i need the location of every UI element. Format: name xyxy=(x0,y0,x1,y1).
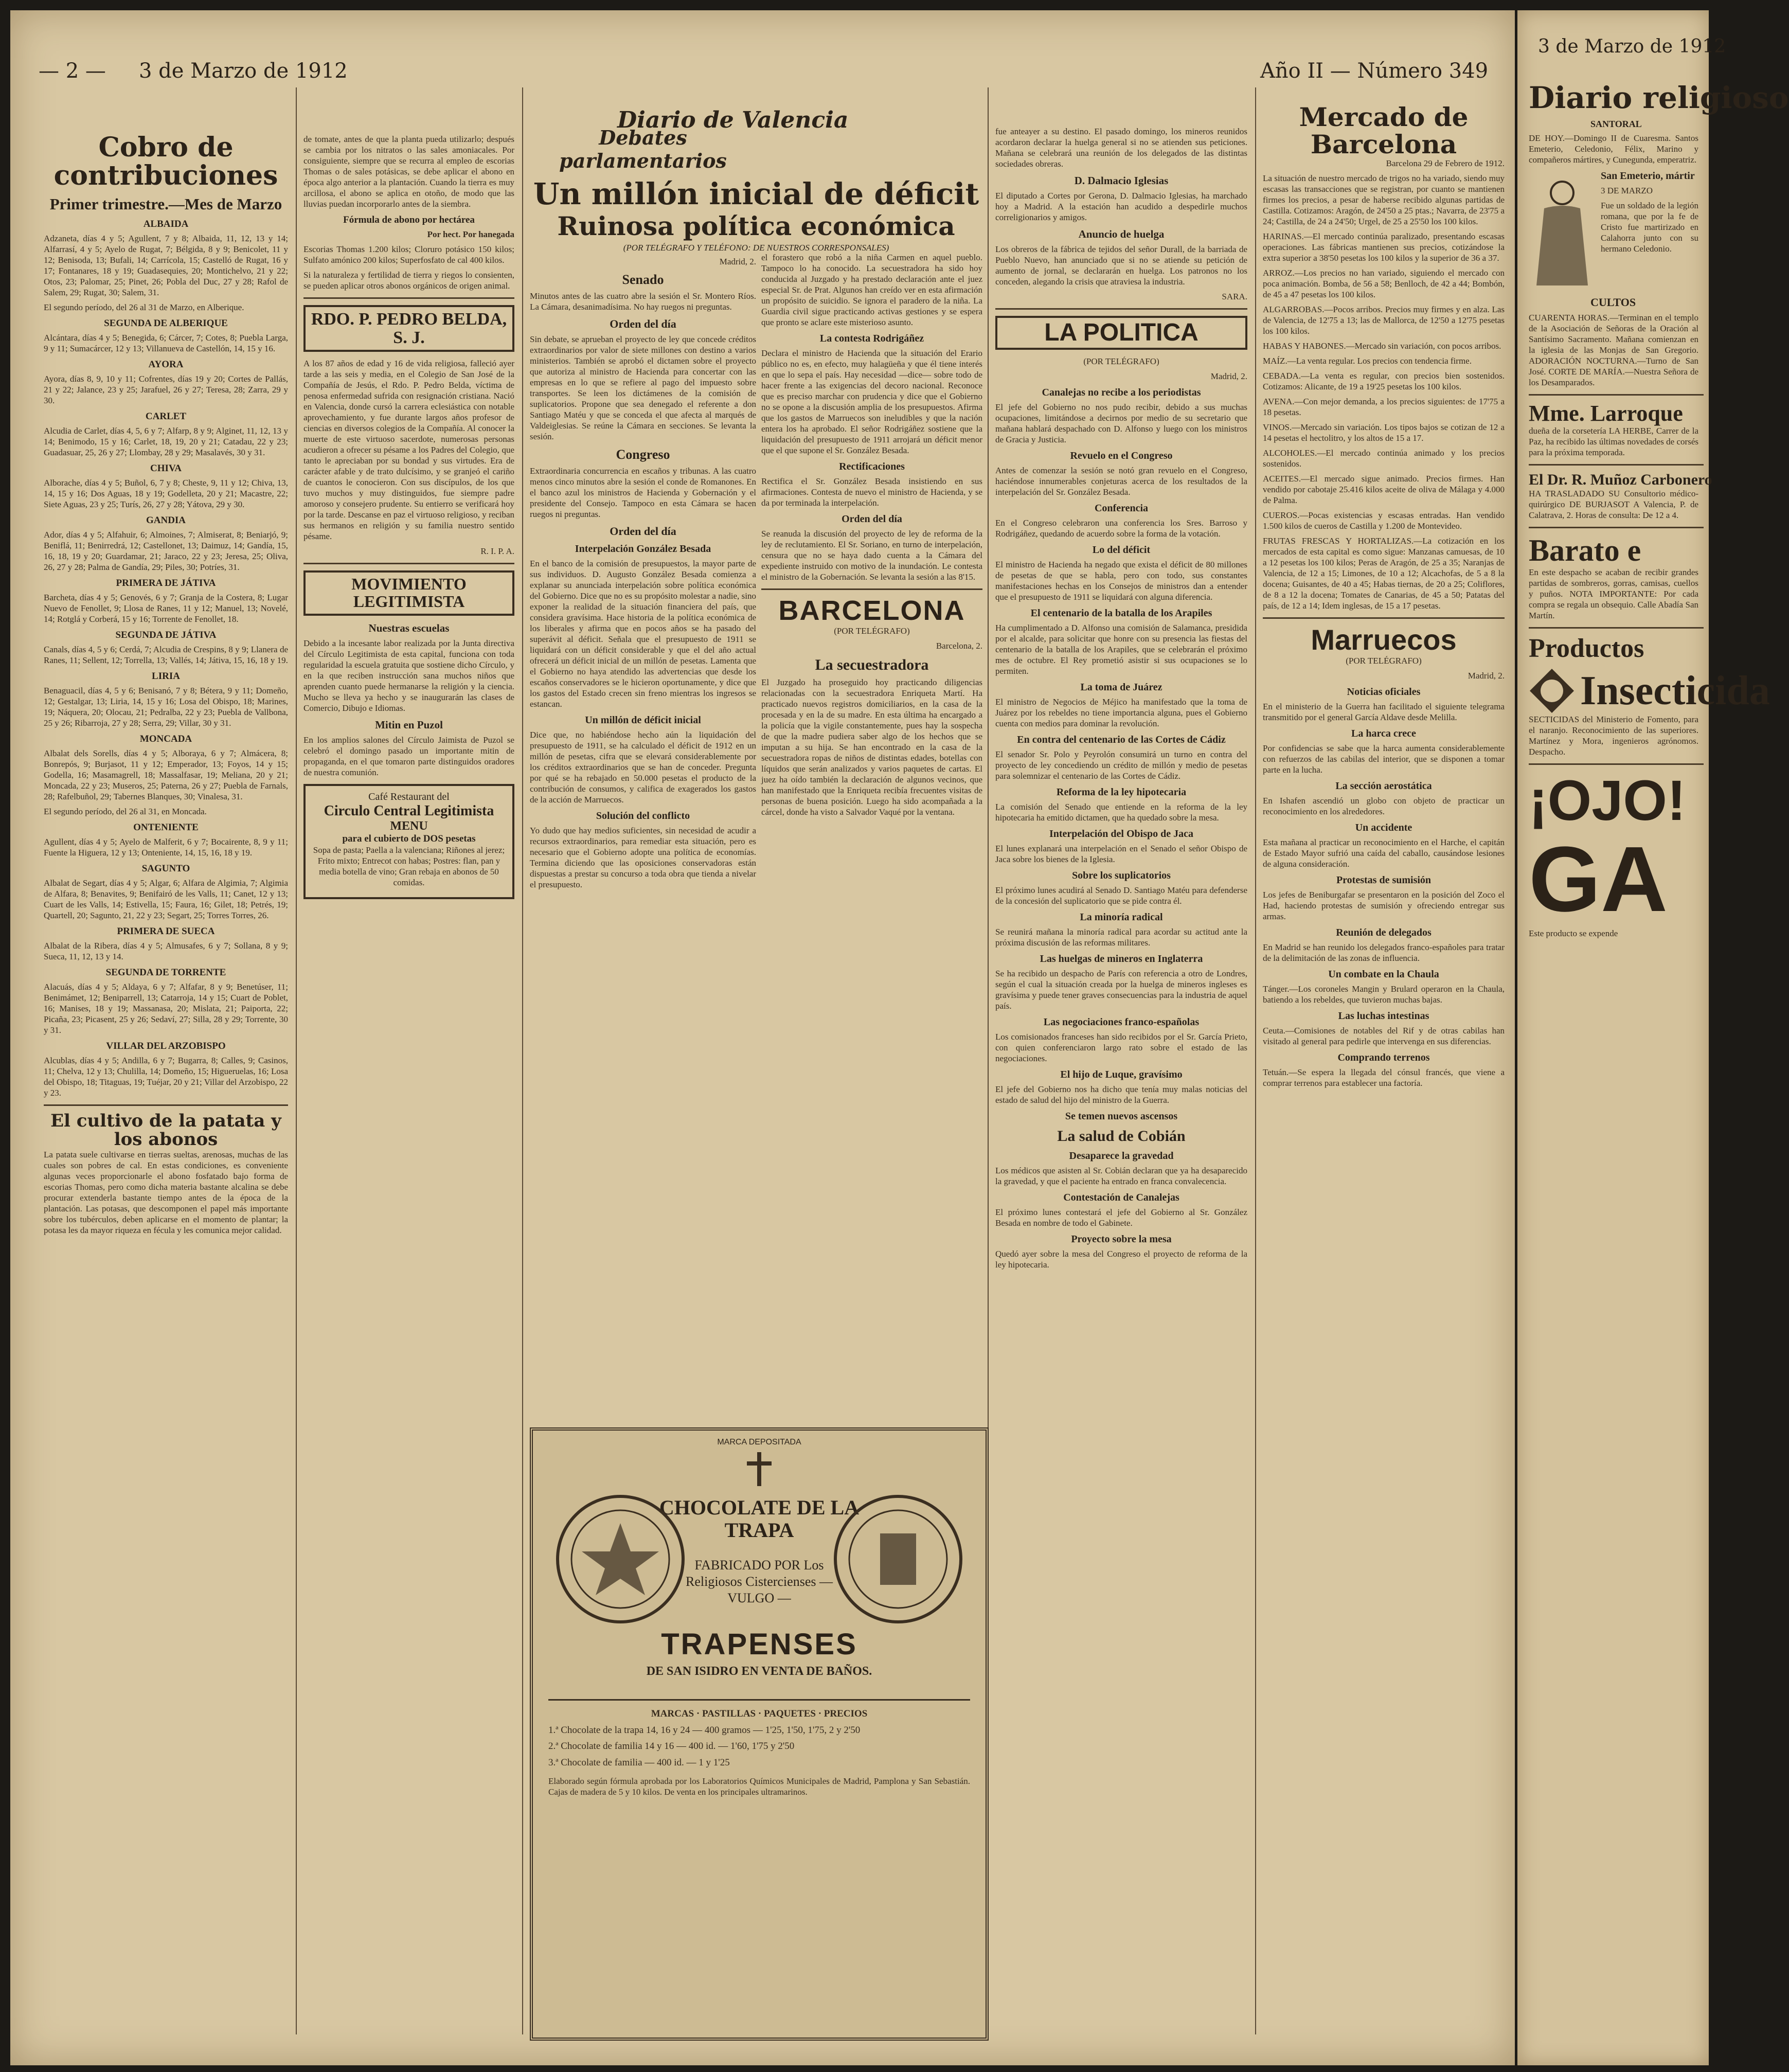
page-date: 3 de Marzo de 1912 xyxy=(139,59,348,83)
subheading: San Emeterio, mártir xyxy=(1601,170,1695,182)
section-heading: GANDIA xyxy=(146,515,186,526)
paragraph: En el Congreso celebraron una conferencia los Sres. Barroso y Rodrigáñez, quedando de acuerdo sobre la forma de la votación. xyxy=(995,518,1247,539)
subheading: La toma de Juárez xyxy=(1080,682,1162,693)
paragraph: Barcheta, días 4 y 5; Genovés, 6 y 7; Granja de la Costera, 8; Lugar Nuevo de Fenollet, 9; Llosa de Ranes, 11 y 12; Manuel, 13; Novelé, 14; Rotglá y Corberá, 15 y 16; Torrente de Fenollet, 18. xyxy=(44,593,288,624)
paragraph: Benaguacil, días 4, 5 y 6; Benisanó, 7 y 8; Bétera, 9 y 11; Domeño, 12; Gestalgar, 13; Liria, 14, 15 y 16; Losa del Obispo, 18; Marines, 19; Náquera, 20; Olocau, 21; Pedralba, 22 y 23; Puebla de Vallbona, 25 y 26; Ribarroja, 27 y 28; Serra, 29; Villar, 30 y 31. xyxy=(44,686,288,728)
ad-larroque-title: Mme. Larroque xyxy=(1529,400,1683,426)
cross-emblem-icon xyxy=(744,1451,775,1487)
cafe-name: Circulo Central Legitimista xyxy=(324,802,494,819)
paragraph: ACEITES.—El mercado sigue animado. Precios firmes. Han vendido por cabotaje 25.416 kilos aceite de oliva de Málaga y 4.000 de Palma. xyxy=(1263,474,1505,505)
paragraph: Yo dudo que hay medios suficientes, sin necesidad de acudir a recursos extraordinarios, para remediar esta situación, pero es necesario que el Gobierno adopte una política de economías. Termina diciendo que las oposiciones conservadoras están dispuestas a prestar su concurso a toda obra que tienda a nivelar el presupuesto. xyxy=(530,826,756,890)
subheading: Conferencia xyxy=(1094,503,1149,514)
subheading: Orden del día xyxy=(842,513,902,525)
paragraph: El jefe del Gobierno nos ha dicho que tenía muy malas noticias del estado de salud del hijo del ministro de la Guerra. xyxy=(995,1084,1247,1105)
headline-ruinosa: Ruinosa política económica xyxy=(557,210,955,241)
obituary-signature: R. I. P. A. xyxy=(480,546,514,557)
paragraph: HA TRASLADADO SU Consultorio médico-quirúrgico DE BURJASOT A Valencia, P. de Calatrava, 2. Horas de consulta: De 12 a 4. xyxy=(1529,488,1698,520)
section-heading: ONTENIENTE xyxy=(133,822,199,833)
subheading: Contestación de Canalejas xyxy=(1063,1192,1179,1204)
paragraph: Rectifica el Sr. González Besada insistiendo en sus afirmaciones. Contesta de nuevo el ministro de Hacienda, y se da por terminada la interpelación. xyxy=(761,476,982,508)
religioso-title: Diario religioso xyxy=(1529,80,1789,115)
paragraph: Alcublas, días 4 y 5; Andilla, 6 y 7; Bugarra, 8; Calles, 9; Casinos, 11; Chelva, 12 y 13; Chulilla, 14; Domeño, 15; Higueruelas, 16; Losa del Obispo, 18; Titaguas, 19; Tuéjar, 20 y 21; Villar del Arzobispo, 22 y 23. xyxy=(44,1056,288,1098)
ad-maker: FABRICADO POR Los Religiosos Cistercienses — VULGO — xyxy=(686,1558,833,1605)
paragraph: El senador Sr. Polo y Peyrolón consumirá un turno en contra del proyecto de ley concediendo un crédito de millón y medio de pesetas para solemnizar el centenario de las Cortes de Cádiz. xyxy=(995,749,1247,781)
paragraph: Extraordinaria concurrencia en escaños y tribunas. A las cuatro menos cinco minutos abre la sesión el conde de Romanones. En el banco azul los ministros de Hacienda y Gobernación y el presidente del Consejo. Tampoco en esta Cámara se hacen ruegos ni preguntas. xyxy=(530,466,756,520)
column-contribuciones xyxy=(44,134,288,2045)
paragraph: Sin debate, se aprueban el proyecto de ley que concede créditos extraordinarios por valor de siete millones con destino a varios ministerios. También se aprobó el dictamen sobre el proyecto que autoriza al ministro de Hacienda para concertar con las empresas en lo que se refiere al pago del impuesto sobre transportes. Se leen los dictámenes de la comisión de suplicatorios. Propone que sea denegado el referente a don Santiago Matéu y que se conceda el que afecta al marqués de Valdeiglesias. Se reúne la Cámara en secciones. Se levanta la sesión. xyxy=(530,334,756,442)
next-page-date: 3 de Marzo de 1912 xyxy=(1538,36,1726,57)
ad-trapenses: TRAPENSES xyxy=(661,1628,857,1661)
paragraph: Agullent, días 4 y 5; Ayelo de Malferit, 6 y 7; Bocairente, 8, 9 y 11; Fuente la Higuera, 12 y 13; Onteniente, 14, 15, 16, 18 y 19. xyxy=(44,837,288,858)
issue-number: Año II — Número 349 xyxy=(1260,59,1489,83)
section-heading: PRIMERA DE JÁTIVA xyxy=(116,578,216,589)
ad-trademark: MARCA DEPOSITADA xyxy=(717,1438,801,1446)
cafe-items: Sopa de pasta; Paella a la valenciana; Riñones al jerez; Frito mixto; Entrecot con habas; Postres: flan, pan y media botella de vino; Gran rebaja en abonos de 50 comidas. xyxy=(313,845,505,887)
paragraph: SECTICIDAS del Ministerio de Fomento, para el naranjo. Reconocimiento de las superiores. Martínez y Mora, ingenieros agrónomos. Despacho. xyxy=(1529,715,1698,757)
paragraph: En Madrid se han reunido los delegados franco-españoles para tratar de la delimitación de las zonas de influencia. xyxy=(1263,942,1505,963)
paragraph: En el banco de la comisión de presupuestos, la mayor parte de sus individuos. D. Augusto González Besada comienza a explanar su anunciada interpelación sobre política económica del Gobierno. Dice que no es su propósito molestar a nadie, sino exponer la realidad de la situación financiera del país, que considera gravísima. Hace historia de la política económica de los liberales y afirma que en pocos años se ha pasado del superávit al déficit. Señala que el presupuesto de 1911 se liquidará con un déficit considerable y que el del año actual ofrecerá un déficit inicial de un millón de pesetas. Lamenta que el Gobierno no haya atendido las advertencias que desde los escaños conservadores se le hicieron oportunamente, y dice que los gastos del Estado crecen sin freno mientras los ingresos se estancan. xyxy=(530,559,756,709)
paragraph: Tetuán.—Se espera la llegada del cónsul francés, que viene a comprar terrenos para establecer una factoría. xyxy=(1263,1067,1505,1088)
dateline: Barcelona, 2. xyxy=(936,640,982,651)
paragraph: La comisión del Senado que entiende en la reforma de la ley hipotecaria ha emitido dictamen, que ha quedado sobre la mesa. xyxy=(995,802,1247,823)
paragraph: Se ha recibido un despacho de París con referencia a otro de Londres, según el cual la situación creada por la huelga de mineros ingleses es gravísima y puede tener graves consecuencias para la industria de aquel país. xyxy=(995,969,1247,1011)
subheading: Mitin en Puzol xyxy=(375,718,443,731)
paragraph: fue anteayer a su destino. El pasado domingo, los mineros reunidos acordaron declarar la huelga general si no se atienden sus peticiones. Mañana se celebrará una reunión de los delegados de las distintas sociedades obreras. xyxy=(995,127,1247,169)
paragraph: Albalat de la Ribera, días 4 y 5; Almusafes, 6 y 7; Sollana, 8 y 9; Sueca, 11, 12, 13 y 14. xyxy=(44,941,288,962)
paragraph: Se reunirá mañana la minoría radical para acordar su actitud ante la próxima discusión de las reformas militares. xyxy=(995,927,1247,948)
subheading: Anuncio de huelga xyxy=(1078,228,1165,240)
paragraph: Este producto se expende xyxy=(1529,928,1618,938)
paragraph: MAÍZ.—La venta regular. Los precios con tendencia firme. xyxy=(1263,356,1472,366)
section-heading: CARLET xyxy=(145,411,187,422)
paragraph: El Juzgado ha proseguido hoy practicando diligencias relacionadas con la secuestradora Enriqueta Martí. Ha practicado nuevos registros domiciliarios, en la casa de la procesada y en la de su madre. En esta última ha encargado a la policía que la vigile constantemente, pues hay la sospecha de que la madre pudiera saber algo de los hechos que se imputan a su hija. Se han encontrado en la casa de la secuestradora ropas de niños de distintas edades, botellas con líquidos que serán analizados y varios paquetes de cartas. El juez ha oído también la declaración de algunos vecinos, que han manifestado que la Enriqueta recibía frecuentes visitas de personas de buena posición. Luego ha sido acompañada a la cárcel, donde ha visto a Salvador Vaqué por la ventana. xyxy=(761,677,982,817)
section-heading: SEGUNDA DE ALBERIQUE xyxy=(104,318,228,329)
column-politica xyxy=(995,126,1247,2045)
saint-figure-icon xyxy=(1529,172,1596,291)
paragraph: Por confidencias se sabe que la harca aumenta considerablemente con refuerzos de las cabilas del interior, que se disponen a tomar parte en la lucha. xyxy=(1263,743,1505,775)
paragraph: Declara el ministro de Hacienda que la situación del Erario público no es, en efecto, muy halagüeña y que él tiene interés en que lo sepa el país. Hay necesidad —dice— sobre todo de hacer frente a las exigencias del decoro nacional. Reconoce que es preciso marchar con prudencia y dice que el Gobierno no se opone a la discusión amplia de los presupuestos. Afirma que los gastos de Marruecos son ineludibles y que la nación entera los ha aprobado. El señor Rodrigáñez sostiene que la liquidación del presupuesto de 1911 arrojará un déficit menor que el que supone el Sr. González Besada. xyxy=(761,348,982,455)
dateline: Madrid, 2. xyxy=(719,257,756,267)
paragraph: CEBADA.—La venta es regular, con precios bien sostenidos. Cotizamos: Alicante, de 19 a 19'25 pesetas los 100 kilos. xyxy=(1263,371,1505,391)
section-heading: SEGUNDA DE TORRENTE xyxy=(105,967,226,978)
subheading: Un millón de déficit inicial xyxy=(585,715,701,726)
legitimista-box xyxy=(303,570,514,615)
paragraph: Ador, días 4 y 5; Alfahuir, 6; Almoines, 7; Almiserat, 8; Beniarjó, 9; Beniflá, 11; Benirredrá, 12; Castellonet, 13; Daimuz, 14; Gandía, 15, 16, 18, 19 y 20; Guardamar, 21; Jaraco, 22 y 23; Jeresa, 25; Oliva, 26, 27 y 28; Palma de Gandía, 29; Piles, 30; Potríes, 31. xyxy=(44,530,288,573)
subheading: Comprando terrenos xyxy=(1337,1051,1430,1063)
ad-table-row: 2.ª Chocolate de familia 14 y 16 — 400 id. — 1'60, 1'75 y 2'50 xyxy=(548,1741,795,1752)
seal-left-icon xyxy=(553,1492,687,1626)
subheading: CULTOS xyxy=(1590,295,1636,309)
paragraph: Albalat de Segart, días 4 y 5; Algar, 6; Alfara de Algimia, 7; Algimia de Alfara, 8; Benavites, 9; Benifairó de les Valls, 11; Canet, 12 y 13; Cuart de les Valls, 14; Estivella, 15; Faura, 16; Gilet, 18; Petrés, 19; Quartell, 20; Sagunto, 21, 22 y 23; Segart, 25; Torres Torres, 26. xyxy=(44,878,288,921)
kicker: Debates parlamentarios xyxy=(559,126,727,172)
paragraph: En los amplios salones del Círculo Jaimista de Puzol se celebró el domingo pasado un importante mitin de propaganda, en el que tomaron parte distinguidos oradores de nuestra comunión. xyxy=(303,735,514,777)
byline: (POR TELÉGRAFO) xyxy=(1346,655,1422,666)
column-religioso xyxy=(1529,80,1789,2045)
section-heading: MONCADA xyxy=(139,734,192,745)
seal-right-icon xyxy=(831,1492,965,1626)
column-barcelona xyxy=(761,252,982,1420)
paragraph: En este despacho se acaban de recibir grandes partidas de sombreros, gorras, camisas, cuellos y puños. NOTA IMPORTANTE: Por cada compra se regala un obsequio. Calle Abadía San Martín. xyxy=(1529,567,1698,620)
paragraph: Esta mañana al practicar un reconocimiento en el Harche, el capitán de Estado Mayor sufrió una caída del caballo, causándose lesiones de alguna consideración. xyxy=(1263,837,1505,869)
subheading: Las luchas intestinas xyxy=(1338,1010,1429,1022)
paragraph: ARROZ.—Los precios no han variado, siguiendo el mercado con poca animación. Bomba, de 56 a 58; Benlloch, de 42 a 44; Bombón, de 45 a 47 pesetas los 100 kilos. xyxy=(1263,268,1505,299)
paragraph: ALCOHOLES.—El mercado continúa animado y los precios sostenidos. xyxy=(1263,448,1505,469)
paragraph: Los obreros de la fábrica de tejidos del señor Durall, de la barriada de Pueblo Nuevo, han anunciado que si no se atiende su petición de aumento de jornal, se declararán en huelga. Los patronos no los conceden, alegando la crisis que atraviesa la industria. xyxy=(995,244,1247,287)
paragraph: Alcudia de Carlet, días 4, 5, 6 y 7; Alfarp, 8 y 9; Alginet, 11, 12, 13 y 14; Benimodo, 15 y 16; Carlet, 18, 19, 20 y 21; Catadau, 22 y 23; Guadasuar, 25, 26 y 27; Llombay, 28 y 29; Masalavés, 30 y 31. xyxy=(44,426,288,458)
subheading: Nuestras escuelas xyxy=(368,621,450,634)
table-title: Fórmula de abono por hectárea xyxy=(343,215,475,225)
subheading: Desaparece la gravedad xyxy=(1069,1150,1174,1162)
dateline: 3 DE MARZO xyxy=(1601,185,1653,195)
column-mercado-marruecos xyxy=(1263,98,1505,2045)
cafe-menu: MENU xyxy=(390,819,428,833)
subheading: Noticias oficiales xyxy=(1347,686,1421,698)
paragraph: Ayora, días 8, 9, 10 y 11; Cofrentes, días 19 y 20; Cortes de Pallás, 21 y 22; Jalance, 23 y 25; Jarafuel, 26 y 27; Teresa, 28; Zarra, 29 y 30. xyxy=(44,374,288,406)
paragraph: El diputado a Cortes por Gerona, D. Dalmacio Iglesias, ha marchado hoy a Madrid. A la estación han acudido a despedirle muchos correligionarios y amigos. xyxy=(995,191,1247,222)
paragraph: El lunes explanará una interpelación en el Senado el señor Obispo de Jaca sobre los bienes de la Iglesia. xyxy=(995,844,1247,865)
subheading: Congreso xyxy=(616,447,670,462)
section-heading: SEGUNDA DE JÁTIVA xyxy=(115,630,217,641)
ad-table-row: 3.ª Chocolate de familia — 400 id. — 1 y 1'25 xyxy=(548,1757,730,1768)
paragraph: Minutos antes de las cuatro abre la sesión el Sr. Montero Ríos. La Cámara, desanimadísima. No hay ruegos ni preguntas. xyxy=(530,291,756,312)
dateline: Madrid, 2. xyxy=(1468,670,1505,681)
paragraph: Los médicos que asisten al Sr. Cobián declaran que ya ha desaparecido la gravedad, y que el paciente ha entrado en franca convalecencia. xyxy=(995,1166,1247,1187)
ad-ojo-title: ¡OJO! xyxy=(1529,769,1686,833)
ad-location: DE SAN ISIDRO EN VENTA DE BAÑOS. xyxy=(646,1665,872,1678)
paragraph: ALGARROBAS.—Pocos arribos. Precios muy firmes y en alza. Las de Valencia, de 12'75 a 13; las de Mallorca, de 12'50 a 12'75 pesetas los 100 kilos. xyxy=(1263,305,1505,336)
contribuciones-title: Cobro de contribuciones xyxy=(53,132,278,191)
paragraph: Tánger.—Los coroneles Mangin y Brulard operaron en la Chaula, batiendo a los rebeldes, que tuvieron muchas bajas. xyxy=(1263,984,1505,1005)
paragraph: de tomate, antes de que la planta pueda utilizarlo; después se cambia por los nitratos o las sales amoniacales. Por consiguiente, siempre que se recurra al empleo de escorias Thomas o de sales potásicas, se debe aplicar el abono en época algo anterior a la plantación. Cuando la tierra es muy arcillosa, el abono se aplica en otoño, de modo que las lluvias puedan incorporarlo antes de la siembra. xyxy=(303,134,514,209)
paragraph: Si la naturaleza y fertilidad de tierra y riegos lo consienten, se pueden aplicar otros abonos orgánicos de origen animal. xyxy=(303,270,514,291)
subheading: Orden del día xyxy=(610,317,676,331)
table-header: Por hect. Por hanegada xyxy=(427,229,514,239)
subheading: Se temen nuevos ascensos xyxy=(1065,1111,1178,1122)
subheading: D. Dalmacio Iglesias xyxy=(1074,174,1169,187)
ad-insecticida-title: Insecticida xyxy=(1580,668,1770,714)
subheading: Rectificaciones xyxy=(839,461,905,472)
signature: SARA. xyxy=(1222,292,1247,301)
subheading: El centenario de la batalla de los Arapiles xyxy=(1030,608,1212,619)
paragraph: Antes de comenzar la sesión se notó gran revuelo en el Congreso, haciéndose innumerables conjeturas acerca de los resultados de la interpelación del Sr. González Besada. xyxy=(995,466,1247,497)
paragraph: Se reanuda la discusión del proyecto de ley de reforma de la ley de reclutamiento. El Sr. Soriano, en turno de interpelación, censura que no se haya dado cuenta a la Cámara del expediente instruido con motivo de la inundación. Le contesta el ministro de la Gobernación. Se levanta la sesión a las 8'15. xyxy=(761,529,982,582)
section-heading: PRIMERA DE SUECA xyxy=(117,926,215,937)
ad-footnote: Elaborado según fórmula aprobada por los Laboratorios Químicos Municipales de Madrid, Pamplona y San Sebastián. Cajas de madera de 5 y 10 kilos. De venta en los principales ultramarinos. xyxy=(548,1776,970,1797)
paragraph: VINOS.—Mercado sin variación. Los tipos bajos se cotizan de 12 a 14 pesetas el hectolitro, y los altos de 15 a 17. xyxy=(1263,422,1505,443)
paragraph: Albalat dels Sorells, días 4 y 5; Alboraya, 6 y 7; Almácera, 8; Bonrepós, 9; Burjasot, 11 y 12; Emperador, 13; Foyos, 14 y 15; Godella, 16; Masamagrell, 18; Massalfasar, 19; Meliana, 20 y 21; Moncada, 22 y 23; Museros, 25; Paterna, 26 y 27; Puebla de Farnals, 28; Rafelbuñol, 29; Tabernes Blanques, 30; Vinalesa, 31. xyxy=(44,748,288,802)
section-heading: LIRIA xyxy=(152,671,180,682)
cafe-price: para el cubierto de DOS pesetas xyxy=(342,833,476,844)
paragraph: Alacuás, días 4 y 5; Aldaya, 6 y 7; Alfafar, 8 y 9; Benetúser, 11; Benimámet, 12; Beniparrell, 13; Catarroja, 14 y 15; Cuart de Poblet, 16; Manises, 18 y 19; Massanasa, 20; Mislata, 21; Paiporta, 22; Picaña, 23; Picasent, 25 y 26; Sedaví, 27; Silla, 28 y 29; Torrente, 30 y 31. xyxy=(44,982,288,1035)
subheading: La minoría radical xyxy=(1080,912,1163,923)
paragraph: Ceuta.—Comisiones de notables del Rif y de otras cabilas han visitado al general para pedirle que intervenga en sus diferencias. xyxy=(1263,1025,1505,1046)
subheading: En contra del centenario de las Cortes de Cádiz xyxy=(1017,734,1226,746)
paragraph: A los 87 años de edad y 16 de vida religiosa, falleció ayer tarde a las seis y media, en el Colegio de San José de la Compañía de Jesús, el Rdo. P. Pedro Belda, víctima de penosa enfermedad sufrida con resignación cristiana. Nació en Valencia, donde cursó la carrera eclesiástica con notable aprovechamiento, y fue durante largos años profesor de ciencias en diversos colegios de la Compañía. Al conocer la muerte de este virtuoso sacerdote, numerosas personas acudieron a ofrecer su pésame a los Padres del Colegio, que tanto le apreciaban por su bondad y sus virtudes. Era de carácter afable y de trato dulcísimo, y se granjeó el cariño de cuantos le conocieron. Con sus discípulos, de los que tuvo muchos y muy distinguidos, fue siempre padre amoroso y consejero prudente. Su entierro se verificará hoy por la tarde. Descanse en paz el virtuoso religioso, y reciban sus hermanos en religión y su familia nuestro sentido pésame. xyxy=(303,359,514,542)
subheading: Interpelación González Besada xyxy=(575,543,711,555)
paragraph: Adzaneta, días 4 y 5; Agullent, 7 y 8; Albaida, 11, 12, 13 y 14; Alfarrasí, 4 y 5; Ayelo de Rugat, 7; Bélgida, 8 y 9; Benicolet, 11 y 12; Benisoda, 13; Bufali, 14; Carrícola, 15; Castelló de Rugat, 16 y 17; Fontanares, 18 y 19; Guadasequies, 20; Montichelvo, 21 y 22; Otos, 23; Palomar, 25; Pinet, 26; Pobla del Duc, 27 y 28; Rafol de Salem, 29; Rugat, 30; Salem, 31. xyxy=(44,234,288,298)
paragraph: el forastero que robó a la niña Carmen en aquel pueblo. Tampoco lo ha conocido. La secuestradora ha sido hoy conducida al Juzgado y ha prestado declaración ante el juez especial Sr. de Prat. Algunos han creído ver en esta afirmación un propósito de suicidio. Se ignora el paradero de la niña. La Guardia civil sigue practicando activas gestiones y se espera que pronto se aclare este misterioso asunto. xyxy=(761,253,982,327)
paragraph: El ministro de Negocios de Méjico ha manifestado que la toma de Juárez por los rebeldes no tiene importancia alguna, pues el Gobierno cuenta con medios para dominar la revolución. xyxy=(995,697,1247,729)
dateline: Madrid, 2. xyxy=(1210,371,1247,382)
paragraph: Dice que, no habiéndose hecho aún la liquidación del presupuesto de 1911, se ha calculado el déficit de 1912 en un millón de pesetas, cifra que se elevará considerablemente por los créditos extraordinarios que se han de conceder. Pregunta por qué se ha rebajado en 50.000 pesetas el producto de la contribución de consumos, y califica de exagerados los gastos de la acción de Marruecos. xyxy=(530,730,756,805)
subheading: Revuelo en el Congreso xyxy=(1070,450,1173,462)
paragraph: El ministro de Hacienda ha negado que exista el déficit de 80 millones de pesetas de que se habla, pero con todo, sus constantes manifestaciones hechas en los Consejos de ministros dan a entender que el presupuesto de 1911 se liquidará con alguna diferencia. xyxy=(995,560,1247,602)
paragraph: AVENA.—Con mejor demanda, a los precios siguientes: de 17'75 a 18 pesetas. xyxy=(1263,397,1505,417)
section-heading: ALBAIDA xyxy=(143,219,189,230)
subheading: La secuestradora xyxy=(815,656,929,673)
page-number: — 2 — xyxy=(39,59,106,83)
paragraph: HARINAS.—El mercado continúa paralizado, presentando escasas operaciones. Las fábricas mantienen sus precios, cotizándose la extra superior a 38'50 pesetas los 100 kilos y la superior de 36 a 37. xyxy=(1263,231,1505,263)
paragraph: En Ishafen ascendió un globo con objeto de practicar un reconocimiento en los alrededores. xyxy=(1263,795,1505,816)
byline: (POR TELÉGRAFO) xyxy=(1083,356,1159,367)
paragraph: El próximo lunes acudirá al Senado D. Santiago Matéu para defenderse de la concesión del suplicatorio que se pide contra él. xyxy=(995,885,1247,906)
section-heading: VILLAR DEL ARZOBISPO xyxy=(106,1041,226,1052)
paragraph: El próximo lunes contestará el jefe del Gobierno al Sr. González Besada en nombre de todo el Gabinete. xyxy=(995,1207,1247,1228)
subheading: Reunión de delegados xyxy=(1336,926,1432,938)
subheading: Reforma de la ley hipotecaria xyxy=(1056,787,1187,798)
next-page-edge xyxy=(1517,10,1789,2065)
paragraph: Alborache, días 4 y 5; Buñol, 6, 7 y 8; Cheste, 9, 11 y 12; Chiva, 13, 14, 15 y 16; Dos Aguas, 18 y 19; Godelleta, 20 y 21; Macastre, 22; Siete Aguas, 23 y 25; Turís, 26, 27 y 28; Yátova, 29 y 30. xyxy=(44,478,288,510)
section-heading: CHIVA xyxy=(150,463,182,474)
paragraph: Debido a la incesante labor realizada por la Junta directiva del Círculo Legitimista de esta capital, funciona con toda regularidad la escuela gratuita que sostiene dicho Círculo, y en la que reciben instrucción sana muchos niños que aprenden cuanto puede hermanarse la religión y la ciencia. Mucho se lleva ya hecho y se inaugurarán las clases de Comercio, Dibujo e Idiomas. xyxy=(303,638,514,713)
byline: (POR TELÉGRAFO Y TELÉFONO: DE NUESTROS CORRESPONSALES) xyxy=(623,243,889,253)
paragraph: Ha cumplimentado a D. Alfonso una comisión de Salamanca, presidida por el alcalde, para solicitar que honre con su presencia las fiestas del centenario de la batalla de los Arapiles, que se celebrarán el próximo mes de octubre. El Rey prometió asistir si sus ocupaciones se lo permiten. xyxy=(995,623,1247,676)
subheading: Sobre los suplicatorios xyxy=(1072,870,1171,882)
paragraph: Canals, días 4, 5 y 6; Cerdá, 7; Alcudia de Crespins, 8 y 9; Llanera de Ranes, 11; Sellent, 12; Torrella, 13; Vallés, 14; Játiva, 15, 16, 18 y 19. xyxy=(44,645,288,666)
paragraph: El segundo período, del 26 al 31, en Moncada. xyxy=(44,807,207,817)
ad-table-row: 1.ª Chocolate de la trapa 14, 16 y 24 — 400 gramos — 1'25, 1'50, 1'75, 2 y 2'50 xyxy=(548,1724,861,1736)
section-heading: SAGUNTO xyxy=(141,863,190,874)
paragraph: HABAS Y HABONES.—Mercado sin variación, con pocos arribos. xyxy=(1263,341,1501,351)
ad-insecticida-block xyxy=(1529,668,1786,714)
paragraph: El jefe del Gobierno no nos pudo recibir, debido a sus muchas ocupaciones, limitándose a decirnos por medio de su secretario que mañana hablará despachado con D. Alfonso y luego con los ministros de Gracia y Justicia. xyxy=(995,402,1247,445)
paragraph: dueña de la corsetería LA HERBE, Carrer de la Paz, ha recibido las últimas novedades de corsés para la próxima temporada. xyxy=(1529,426,1698,458)
paragraph: En el ministerio de la Guerra han facilitado el siguiente telegrama transmitido por el general García Aldave desde Melilla. xyxy=(1263,701,1505,722)
cafe-title: Café Restaurant del xyxy=(368,791,450,802)
subheading: Interpelación del Obispo de Jaca xyxy=(1049,828,1193,840)
diamond-logo-icon xyxy=(1529,668,1575,714)
subheading: Protestas de sumisión xyxy=(1336,874,1432,886)
patata-title: El cultivo de la patata y los abonos xyxy=(50,1111,281,1150)
paragraph: DE HOY.—Domingo II de Cuaresma. Santos Emeterio, Celedonio, Félix, Marino y compañeros mártires, y Cunegunda, emperatriz. xyxy=(1529,133,1698,165)
paragraph: Los jefes de Beniburgafar se presentaron en la posición del Zoco el Had, haciendo protestas de sumisión y ofreciendo entregar sus armas. xyxy=(1263,889,1505,921)
paragraph: El segundo período, del 26 al 31 de Marzo, en Alberique. xyxy=(44,302,244,313)
subheading: Orden del día xyxy=(610,525,676,538)
subheading: SANTORAL xyxy=(1590,118,1642,129)
paragraph: Fue un soldado de la legión romana, que por la fe de Cristo fue martirizado en Calahorra junto con su hermano Celedonio. xyxy=(1601,200,1698,254)
subheading: La salud de Cobián xyxy=(1057,1128,1186,1145)
subheading: Canalejas no recibe a los periodistas xyxy=(1042,387,1201,399)
paragraph: Quedó ayer sobre la mesa del Congreso el proyecto de reforma de la ley hipotecaria. xyxy=(995,1249,1247,1270)
paragraph: Alcántara, días 4 y 5; Benegida, 6; Cárcer, 7; Cotes, 8; Puebla Larga, 9 y 11; Sumacárcer, 12 y 13; Villanueva de Castellón, 14, 15 y 16. xyxy=(44,333,288,354)
ad-ga-title: GA xyxy=(1529,827,1668,931)
legitimista-title: MOVIMIENTO LEGITIMISTA xyxy=(351,575,467,611)
paragraph: CUEROS.—Pocas existencias y escasas entradas. Han vendido 1.500 kilos de cueros de Castilla y 1.200 de Montevideo. xyxy=(1263,510,1505,531)
ad-table-header: MARCAS · PASTILLAS · PAQUETES · PRECIOS xyxy=(651,1708,868,1719)
subheading: Proyecto sobre la mesa xyxy=(1071,1234,1172,1245)
barcelona-title: BARCELONA xyxy=(778,595,965,626)
subheading: El hijo de Luque, gravísimo xyxy=(1060,1069,1183,1081)
ad-barato-title: Barato e xyxy=(1529,533,1641,567)
cafe-ad xyxy=(303,784,514,899)
subheading: Un accidente xyxy=(1355,821,1412,833)
marruecos-title: Marruecos xyxy=(1311,623,1457,656)
subheading: La sección aerostática xyxy=(1335,780,1432,792)
subheading: Senado xyxy=(622,272,664,288)
column-abonos-obituario xyxy=(303,134,514,2045)
obituary-title: RDO. P. PEDRO BELDA, S. J. xyxy=(311,310,507,347)
subheading: Lo del déficit xyxy=(1092,544,1151,556)
obituary-box xyxy=(303,305,514,352)
politica-title: LA POLITICA xyxy=(1044,319,1198,346)
newspaper-page xyxy=(10,10,1515,2065)
ad-doctor-title: El Dr. R. Muñoz Carbonero xyxy=(1529,471,1712,489)
ad-productos-title: Productos xyxy=(1529,633,1644,663)
chocolate-ad xyxy=(530,1427,989,2041)
headline-deficit: Un millón inicial de déficit xyxy=(533,176,979,211)
paragraph: La situación de nuestro mercado de trigos no ha variado, siendo muy escasas las transacciones que se registran, por cuanto se mantienen firmes los precios, a pesar de haberse recibido algunas partidas de Castilla. Cotizamos: Aragón, de 24'50 a 25 ptas.; Navarra, de 23'75 a 24; Castilla, de 24 a 24'50; Urgel, de 25 a 25'50 los 100 kilos. xyxy=(1263,173,1505,226)
subheading: Solución del conflicto xyxy=(596,810,690,822)
subheading: La harca crece xyxy=(1351,727,1416,739)
politica-box xyxy=(995,316,1247,350)
paragraph: FRUTAS FRESCAS Y HORTALIZAS.—La cotización en los mercados de esta capital es como sigue: Manzanas camuesas, de 10 a 12 pesetas los 100 kilos; Peras de Aragón, de 25 a 35; Naranjas de Valencia, de 12 a 15; Limones, de 10 a 12; Alcachofas, de 5 a 8 la docena; Guisantes, de 40 a 45; Habas tiernas, de 20 a 25; Coliflores, de 8 a 12 la docena; Tomates de Canarias, de 45 a 50; Patatas del país, de 12 a 14; Idem inglesas, de 15 a 17 pesetas. xyxy=(1263,536,1505,611)
mercado-title: Mercado de Barcelona xyxy=(1299,102,1469,159)
subheading: Un combate en la Chaula xyxy=(1328,968,1439,980)
subheading: Las huelgas de mineros en Inglaterra xyxy=(1040,953,1203,965)
dateline: Barcelona 29 de Febrero de 1912. xyxy=(1386,158,1505,168)
section-heading: AYORA xyxy=(148,359,184,370)
paragraph: La patata suele cultivarse en tierras sueltas, arenosas, muchas de las cuales son pobres de cal. En estas condiciones, es conveniente algunas veces proporcionarle el abono fosfatado bajo forma de escorias Thomas, pero como dicha materia bastante alcalina se debe procurar extenderla bastante tiempo antes de la época de la plantación. Las potasas, que descomponen el papel más importante sobre los tubérculos, deben aplicarse en el momento de plantar; la potasa les da mayor riqueza en fécula y les comunica mejor calidad. xyxy=(44,1149,288,1235)
paragraph: CUARENTA HORAS.—Terminan en el templo de la Asociación de Señoras de la Oración al Santísimo Sacramento. Mañana comienzan en la iglesia de las Monjas de San Gregorio. ADORACIÓN NOCTURNA.—Turno de San José. CORTE DE MARÍA.—Nuestra Señora de los Desamparados. xyxy=(1529,312,1698,387)
contribuciones-subtitle: Primer trimestre.—Mes de Marzo xyxy=(49,195,282,213)
paragraph: Los comisionados franceses han sido recibidos por el Sr. García Prieto, con quien conferenciaron largo rato sobre el estado de las negociaciones. xyxy=(995,1032,1247,1064)
byline: (POR TELÉGRAFO) xyxy=(834,626,910,636)
subheading: Las negociaciones franco-españolas xyxy=(1043,1016,1200,1028)
subheading: La contesta Rodrigáñez xyxy=(819,333,924,344)
table-rows: Escorias Thomas 1.200 kilos; Cloruro potásico 150 kilos; Sulfato amónico 200 kilos; Superfosfato de cal 400 kilos. xyxy=(303,244,514,265)
ad-title: CHOCOLATE DE LA TRAPA xyxy=(659,1496,860,1542)
masthead-title: Diario de Valencia xyxy=(617,107,849,133)
